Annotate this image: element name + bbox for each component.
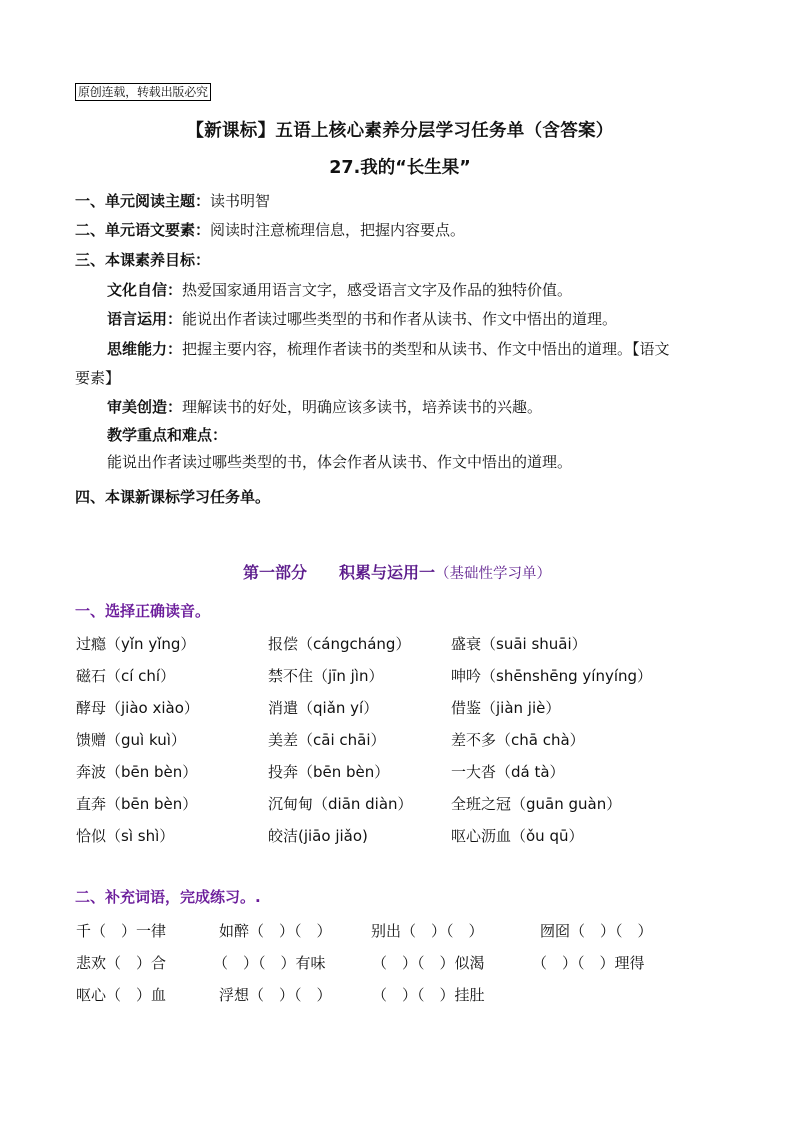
goal-label: 审美创造： (107, 398, 183, 416)
goal-label: 文化自信： (107, 281, 183, 299)
pronunciation-item: 皎洁(jiāo jiǎo) (268, 827, 368, 845)
goal-aesthetic (107, 397, 542, 417)
question-one-title: 一、选择正确读音。 (75, 602, 211, 620)
pronunciation-item: 投奔（bēn bèn） (268, 763, 390, 781)
pronunciation-item: 报偿（cángcháng） (268, 635, 411, 653)
pronunciation-item: 全班之冠（guān guàn） (451, 795, 622, 813)
word-blank-item[interactable]: 悲欢（ ）合 (76, 954, 167, 972)
pronunciation-item: 借鉴（jiàn jiè） (451, 699, 561, 717)
pronunciation-item: 沉甸甸（diān diàn） (268, 795, 413, 813)
section-reading-theme (75, 191, 270, 211)
goal-label: 语言运用： (107, 310, 183, 328)
pronunciation-item: 恰似（sì shì） (76, 827, 175, 845)
word-blank-item[interactable]: 千（ ）一律 (76, 922, 167, 940)
pronunciation-item: 禁不住（jīn jìn） (268, 667, 384, 685)
pronunciation-item: 磁石（cí chí） (76, 667, 176, 685)
pronunciation-item: 呕心沥血（ǒu qū） (451, 827, 584, 845)
pronunciation-item: 过瘾（yǐn yǐng） (76, 635, 196, 653)
word-blank-item[interactable]: （ ）（ ）理得 (532, 954, 645, 972)
section-text: 读书明智 (210, 192, 271, 210)
word-blank-item[interactable]: （ ）（ ）似渴 (372, 954, 485, 972)
part-title-sub: （基础性学习单） (435, 566, 551, 582)
pronunciation-item: 美差（cāi chāi） (268, 731, 386, 749)
word-blank-item[interactable]: 囫囵（ ）（ ） (540, 922, 653, 940)
goal-label: 思维能力： (107, 340, 183, 358)
section-label: 一、单元阅读主题： (75, 192, 211, 210)
focus-text: 能说出作者读过哪些类型的书，体会作者从读书、作文中悟出的道理。 (107, 453, 573, 471)
word-blank-item[interactable]: 呕心（ ）血 (76, 986, 167, 1004)
word-blank-item[interactable]: 别出（ ）（ ） (371, 922, 484, 940)
section-label: 二、单元语文要素： (75, 221, 211, 239)
pronunciation-item: 馈赠（guì kuì） (76, 731, 186, 749)
goal-text: 能说出作者读过哪些类型的书和作者从读书、作文中悟出的道理。 (182, 310, 618, 328)
goal-text: 热爱国家通用语言文字，感受语言文字及作品的独特价值。 (182, 281, 573, 299)
goal-thinking (107, 339, 670, 359)
pronunciation-item: 消遣（qiǎn yí） (268, 699, 379, 717)
word-blank-item[interactable]: （ ）（ ）挂肚 (372, 986, 485, 1004)
word-blank-item[interactable]: （ ）（ ）有味 (213, 954, 326, 972)
section-text: 阅读时注意梳理信息，把握内容要点。 (210, 221, 466, 239)
section-task-list: 四、本课新课标学习任务单。 (75, 488, 271, 506)
pronunciation-item: 直奔（bēn bèn） (76, 795, 198, 813)
pronunciation-item: 酵母（jiào xiào） (76, 699, 199, 717)
goal-thinking-continued (75, 368, 120, 388)
word-blank-item[interactable]: 如醉（ ）（ ） (219, 922, 332, 940)
part-title-main: 第一部分 积累与运用一 (242, 563, 435, 582)
page-title: 【新课标】五语上核心素养分层学习任务单（含答案） (186, 121, 614, 141)
part-one-title (0, 560, 794, 583)
pronunciation-item: 盛衰（suāi shuāi） (451, 635, 587, 653)
focus-heading: 教学重点和难点： (107, 426, 228, 444)
section-goals-heading: 三、本课素养目标： (75, 251, 211, 269)
section-language-element (75, 220, 465, 240)
goal-text: 要素】 (75, 369, 121, 387)
pronunciation-item: 差不多（chā chà） (451, 731, 585, 749)
copyright-stamp: 原创连载，转载出版必究 (75, 83, 211, 101)
lesson-title: 27.我的“长生果” (329, 158, 471, 178)
goal-culture (107, 280, 572, 300)
pronunciation-item: 一大沓（dá tà） (451, 763, 565, 781)
goal-text: 理解读书的好处，明确应该多读书，培养读书的兴趣。 (182, 398, 543, 416)
word-blank-item[interactable]: 浮想（ ）（ ） (219, 986, 332, 1004)
pronunciation-item: 奔波（bēn bèn） (76, 763, 198, 781)
goal-text: 把握主要内容，梳理作者读书的类型和从读书、作文中悟出的道理。【语文 (182, 340, 670, 358)
pronunciation-item: 呻吟（shēnshēng yínyíng） (451, 667, 653, 685)
question-two-title: 二、补充词语，完成练习。. (75, 888, 261, 906)
goal-language (107, 309, 617, 329)
